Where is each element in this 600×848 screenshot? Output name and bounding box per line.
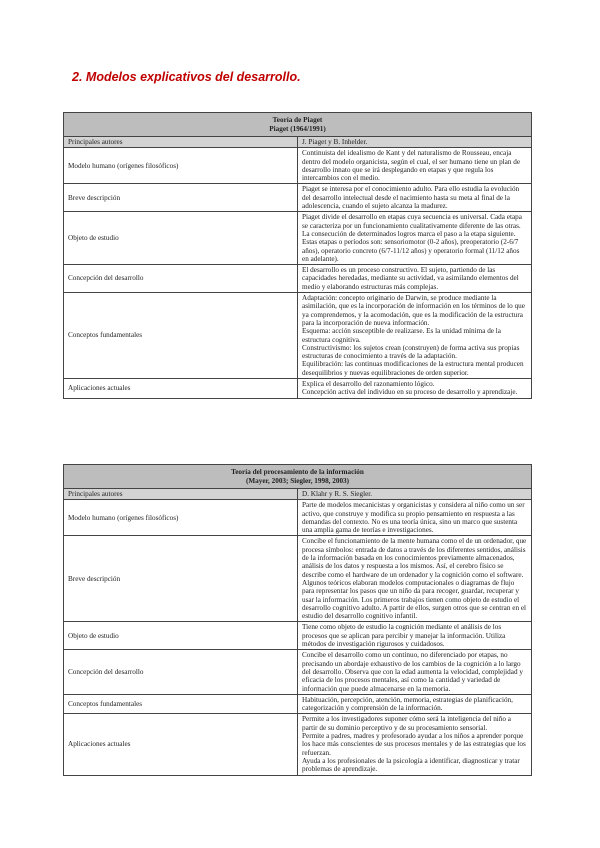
row-content: J. Piaget y B. Inhelder. bbox=[298, 137, 532, 148]
table-row bbox=[64, 379, 532, 399]
row-label: Aplicaciones actuales bbox=[64, 379, 298, 399]
table-row bbox=[64, 536, 532, 622]
row-label: Conceptos fundamentales bbox=[64, 694, 298, 714]
row-label: Principales autores bbox=[64, 489, 298, 500]
info-table-title: Teoría del procesamiento de la información bbox=[231, 468, 364, 476]
table-row bbox=[64, 265, 532, 293]
concept-equilibracion: Equilibración: las continuas modificaciones de la estructura mental producen desequilibrios y nuevas equilibraciones de orden superior. bbox=[302, 360, 524, 377]
row-label: Modelo humano (orígenes filosóficos) bbox=[64, 148, 298, 184]
concept-adaptacion: Adaptación: concepto originario de Darwin, se produce mediante la asimilación, que es la incorporación de información en los términos de lo que ya comprendemos, y la acomodación, que es la modificación de la estructura para la incorporación de nueva información. bbox=[302, 294, 525, 327]
row-content: Tiene como objeto de estudio la cognición mediante el análisis de los procesos que se aplican para percibir y manejar la información. Utiliza métodos de investigación rigurosos y cuidadosos. bbox=[298, 622, 532, 650]
row-content bbox=[298, 379, 532, 399]
row-label: Aplicaciones actuales bbox=[64, 714, 298, 775]
row-label: Breve descripción bbox=[64, 536, 298, 622]
piaget-table bbox=[63, 112, 532, 399]
piaget-table-title: Teoría de Piaget bbox=[272, 116, 323, 124]
row-label: Objeto de estudio bbox=[64, 212, 298, 265]
concept-esquema: Esquema: acción susceptible de realizarse. Es la unidad mínima de la estructura cognitiva. bbox=[302, 327, 501, 344]
row-content bbox=[298, 536, 532, 622]
application-item: Permite a padres, madres y profesorado ayudar a los niños a aprender porque los hace más conscientes de sus procesos mentales y de las estrategias que los refuerzan. bbox=[302, 732, 526, 757]
row-content: Piaget se interesa por el conocimiento adulto. Para ello estudia la evolución del desarrollo intelectual desde el nacimiento hasta su meta al final de la adolescencia, cuando el sujeto alcanza la madurez. bbox=[298, 184, 532, 212]
piaget-table-subtitle: Piaget (1964/1991) bbox=[269, 124, 326, 133]
table-row bbox=[64, 148, 532, 184]
description-paragraph: Concibe el funcionamiento de la mente humana como el de un ordenador, que procesa símbolos: entrada de datos a través de los diferentes sentidos, análisis de la información basada en los conocimientos previamente almacenados, análisis de los datos y respuesta a los mismos. Así, el cerebro físico se describe como el hardware de un ordenador y la cognición como el software. bbox=[302, 537, 527, 579]
concept-constructivismo: Constructivismo: los sujetos crean (construyen) de forma activa sus propias estructuras de conocimiento a través de la adaptación. bbox=[302, 343, 520, 361]
piaget-table-title-row bbox=[64, 113, 532, 137]
table-row bbox=[64, 694, 532, 714]
description-paragraph: Algunos teóricos elaboran modelos computacionales o diagramas de flujo para representar los pasos que un niño da para recoger, guardar, recuperar y usar la información. Los primeros trabajos tienen como objeto de estudio el desarrollo cognitivo adulto. A partir de ellos, surgen otros que se centran en el estudio del desarrollo cognitivo infantil. bbox=[302, 578, 527, 621]
table-row bbox=[64, 293, 532, 379]
row-content: El desarrollo es un proceso constructivo. El sujeto, partiendo de las capacidades heredadas, mediante su actividad, va asimilando elementos del medio y elaborando estructuras más complejas. bbox=[298, 265, 532, 293]
row-label: Objeto de estudio bbox=[64, 622, 298, 650]
row-label: Conceptos fundamentales bbox=[64, 293, 298, 379]
row-content: Parte de modelos mecanicistas y organicistas y considera al niño como un ser activo, que construye y modifica su propio pensamiento en respuesta a las demandas del contexto. No es una teoría única, sino un marco que sustenta una amplia gama de teorías e investigaciones. bbox=[298, 500, 532, 536]
table-row bbox=[64, 650, 532, 694]
section-title: Modelos explicativos del desarrollo. bbox=[85, 70, 301, 84]
row-content: D. Klahr y R. S. Siegler. bbox=[298, 489, 532, 500]
row-content: Piaget divide el desarrollo en etapas cuya secuencia es universal. Cada etapa se caracteriza por un funcionamiento cualitativamente diferente de las otras. La consecución de determinados logros marca el paso a la etapa siguiente. Estas etapas o períodos son: sensoriomotor (0-2 años), preoperatorio (2-6/7 años), operatorio concreto (6/7-11/12 años) y operatorio formal (11/12 años en adelante). bbox=[298, 212, 532, 265]
section-number: 2. bbox=[72, 70, 83, 84]
table-row bbox=[64, 137, 532, 148]
row-content bbox=[298, 714, 532, 775]
row-content bbox=[298, 293, 532, 379]
row-label: Principales autores bbox=[64, 137, 298, 148]
table-row bbox=[64, 714, 532, 775]
info-processing-table bbox=[63, 464, 532, 776]
info-table-subtitle: (Mayer, 2003; Siegler, 1998, 2003) bbox=[245, 476, 350, 485]
application-item: Permite a los investigadores suponer cómo será la inteligencia del niño a partir de su dominio perceptivo y de su procesamiento sensorial. bbox=[302, 715, 511, 732]
row-label: Concepción del desarrollo bbox=[64, 650, 298, 694]
application-item: Concepción activa del individuo en su proceso de desarrollo y aprendizaje. bbox=[302, 388, 518, 397]
table-row bbox=[64, 184, 532, 212]
table-row bbox=[64, 500, 532, 536]
row-label: Breve descripción bbox=[64, 184, 298, 212]
row-content: Concibe el desarrollo como un continuo, no diferenciado por etapas, no precisando un abordaje exhaustivo de los cambios de la cognición a lo largo del desarrollo. Observa que con la edad aumenta la velocidad, complejidad y eficacia de los procesos mentales, así como la cantidad y variedad de información que puede almacenarse en la memoria. bbox=[298, 650, 532, 694]
row-label: Modelo humano (orígenes filosóficos) bbox=[64, 500, 298, 536]
table-row bbox=[64, 212, 532, 265]
section-heading bbox=[72, 70, 301, 84]
application-item: Explica el desarrollo del razonamiento lógico. bbox=[302, 380, 435, 389]
row-content: Habituación, percepción, atención, memoria, estrategias de planificación, categorización y comprensión de la información. bbox=[298, 694, 532, 714]
table-row bbox=[64, 622, 532, 650]
row-content: Continuista del idealismo de Kant y del naturalismo de Rousseau, encaja dentro del modelo organicista, según el cual, el ser humano tiene un plan de desarrollo innato que se irá desplegando en etapas y que regula los intercambios con el medio. bbox=[298, 148, 532, 184]
application-item: Ayuda a los profesionales de la psicología a identificar, diagnosticar y tratar problemas de aprendizaje. bbox=[302, 756, 520, 774]
table-row bbox=[64, 489, 532, 500]
info-table-title-row bbox=[64, 465, 532, 489]
row-label: Concepción del desarrollo bbox=[64, 265, 298, 293]
